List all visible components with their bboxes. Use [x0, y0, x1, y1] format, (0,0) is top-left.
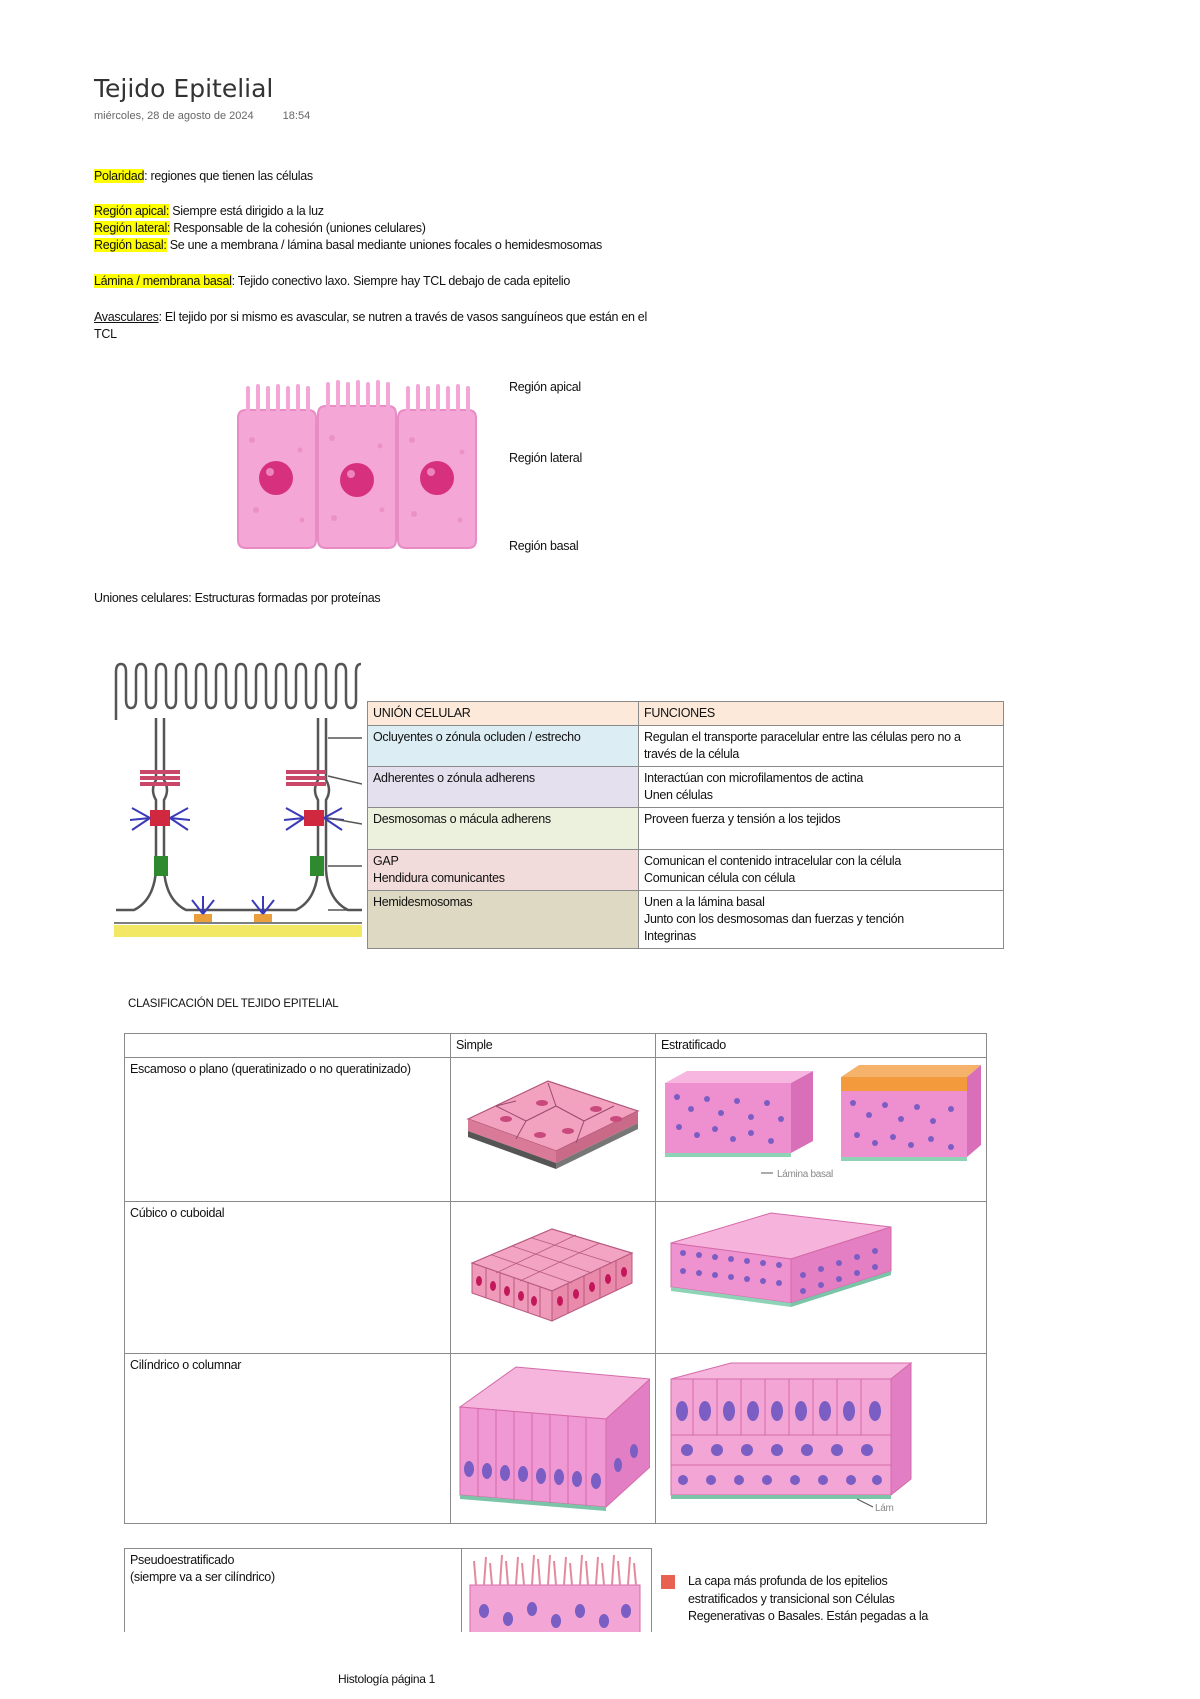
- table-row: [368, 767, 1004, 808]
- lateral-line: [94, 220, 426, 237]
- function-line: Regulan el transporte paracelular entre las células pero no a: [644, 730, 961, 744]
- lamina-basal-label: Lámina basal: [777, 1169, 833, 1180]
- stratified-cuboidal-illustration: [661, 1205, 981, 1345]
- pseudostratified-illustration: [462, 1549, 652, 1635]
- simple-cuboidal-illustration: [456, 1205, 650, 1345]
- stratified-cuboidal-cell: [656, 1202, 987, 1354]
- classification-title: CLASIFICACIÓN DEL TEJIDO EPITELIAL: [128, 998, 339, 1010]
- union-name: Hemidesmosomas: [368, 891, 639, 949]
- union-name-line: Hendidura comunicantes: [373, 871, 505, 885]
- label-region-basal: Región basal: [509, 539, 579, 553]
- union-name-line: GAP: [373, 854, 399, 868]
- label-region-apical: Región apical: [509, 380, 581, 394]
- stratified-columnar-cell: [656, 1354, 987, 1524]
- page-time: 18:54: [282, 110, 311, 122]
- header-union: UNIÓN CELULAR: [368, 702, 639, 726]
- pseudostratified-note: (siempre va a ser cilíndrico): [130, 1570, 275, 1584]
- page-footer: Histología página 1: [338, 1672, 436, 1686]
- unions-intro: Uniones celulares: Estructuras formadas por proteínas: [94, 591, 381, 605]
- basal-text: Se une a membrana / lámina basal mediante uniones focales o hemidesmosomas: [166, 238, 602, 252]
- union-functions: [639, 850, 1004, 891]
- lamina-line: [94, 273, 570, 290]
- note-line: Regenerativas o Basales. Están pegadas a la: [688, 1609, 929, 1623]
- table-row: [125, 1354, 987, 1524]
- function-line: Unen células: [644, 788, 713, 802]
- function-line: Interactúan con microfilamentos de actina: [644, 771, 864, 785]
- pseudostratified-image-cell: [462, 1549, 652, 1635]
- table-row: [368, 850, 1004, 891]
- basal-line: [94, 237, 602, 254]
- union-functions: [639, 767, 1004, 808]
- page-cut-overlay: [0, 1632, 1200, 1668]
- stratified-columnar-illustration: [661, 1357, 981, 1515]
- union-name: Ocluyentes o zónula ocluden / estrecho: [368, 726, 639, 767]
- union-name: [368, 850, 639, 891]
- basal-cells-note: [661, 1573, 951, 1626]
- lamina-text: : Tejido conectivo laxo. Siempre hay TCL debajo de cada epitelio: [231, 274, 571, 288]
- cell-unions-table: [367, 701, 1004, 949]
- row-label-cuboidal: Cúbico o cuboidal: [125, 1202, 451, 1354]
- lamina-term: Lámina / membrana basal: [94, 274, 232, 288]
- classification-table: [124, 1033, 987, 1524]
- avascular-term: Avasculares: [94, 310, 159, 324]
- union-name: Desmosomas o mácula adherens: [368, 808, 639, 850]
- avascular-line-2: TCL: [94, 327, 117, 341]
- simple-squamous-illustration: [456, 1061, 650, 1193]
- function-line: Junto con los desmosomas dan fuerzas y tención: [644, 912, 904, 926]
- apical-line: [94, 203, 324, 220]
- simple-squamous-cell: [451, 1058, 656, 1202]
- label-region-lateral: Región lateral: [509, 451, 582, 465]
- table-row: [125, 1058, 987, 1202]
- header-empty: [125, 1034, 451, 1058]
- simple-columnar-illustration: [456, 1357, 650, 1515]
- table-row: [368, 808, 1004, 850]
- table-row: [368, 891, 1004, 949]
- union-functions: [639, 808, 1004, 850]
- table-row: [368, 726, 1004, 767]
- avascular-text: : El tejido por si mismo es avascular, se nutren a través de vasos sanguíneos que están en el: [158, 310, 647, 324]
- polaridad-term: Polaridad: [94, 169, 145, 183]
- bullet-square-icon: [661, 1575, 675, 1589]
- function-line: Comunican el contenido intracelular con la célula: [644, 854, 901, 868]
- simple-cuboidal-cell: [451, 1202, 656, 1354]
- union-functions: [639, 891, 1004, 949]
- page-date: miércoles, 28 de agosto de 2024: [94, 110, 254, 122]
- apical-term: Región apical:: [94, 204, 170, 218]
- page-meta: [94, 110, 310, 122]
- apical-text: Siempre está dirigido a la luz: [169, 204, 324, 218]
- lateral-text: Responsable de la cohesión (uniones celulares): [170, 221, 426, 235]
- lateral-term: Región lateral:: [94, 221, 171, 235]
- header-simple: Simple: [451, 1034, 656, 1058]
- function-line: través de la célula: [644, 747, 740, 761]
- basal-term: Región basal:: [94, 238, 167, 252]
- stratified-squamous-cell: [656, 1058, 987, 1202]
- stratified-squamous-illustration: [661, 1061, 981, 1193]
- pseudostratified-label: Pseudoestratificado: [130, 1553, 235, 1567]
- cell-junctions-diagram: [114, 660, 362, 950]
- function-line: Integrinas: [644, 929, 696, 943]
- table-row: [125, 1202, 987, 1354]
- header-functions: FUNCIONES: [639, 702, 1004, 726]
- classification-header-row: [125, 1034, 987, 1058]
- polaridad-line: [94, 168, 313, 185]
- page-title: Tejido Epitelial: [94, 74, 274, 103]
- function-line: Proveen fuerza y tensión a los tejidos: [644, 812, 841, 826]
- note-line: La capa más profunda de los epitelios: [688, 1574, 888, 1588]
- note-line: estratificados y transicional son Células: [688, 1591, 895, 1606]
- union-functions: [639, 726, 1004, 767]
- pseudostratified-table: [124, 1548, 652, 1634]
- union-name: Adherentes o zónula adherens: [368, 767, 639, 808]
- avascular-line: [94, 309, 647, 326]
- unions-header-row: [368, 702, 1004, 726]
- polaridad-text: : regiones que tienen las células: [144, 169, 313, 183]
- header-stratified: Estratificado: [656, 1034, 987, 1058]
- simple-columnar-cell: [451, 1354, 656, 1524]
- lamina-basal-label-short: Lám: [875, 1503, 894, 1514]
- function-line: Comunican célula con célula: [644, 871, 796, 885]
- row-label-squamous: Escamoso o plano (queratinizado o no queratinizado): [125, 1058, 451, 1202]
- pseudostratified-label-cell: [125, 1549, 462, 1635]
- function-line: Unen a la lámina basal: [644, 895, 765, 909]
- epithelial-cells-illustration: [230, 380, 510, 555]
- row-label-columnar: Cilíndrico o columnar: [125, 1354, 451, 1524]
